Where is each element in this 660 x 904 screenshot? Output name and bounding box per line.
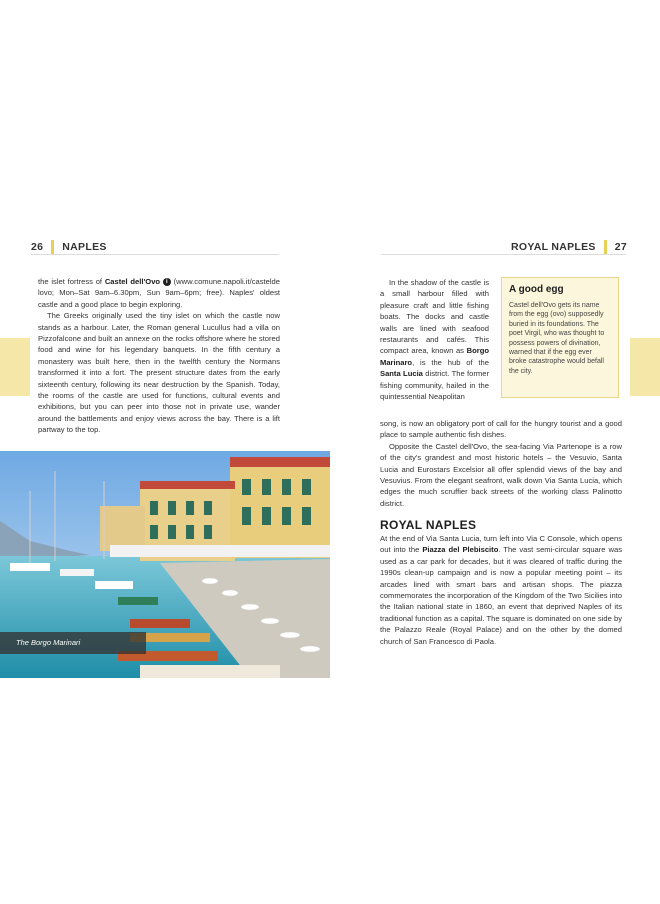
left-head-rule [31,254,279,255]
paragraph: At the end of Via Santa Lucia, turn left into Via C Console, which opens out into the Piazza del Plebiscito. The vast semi-circular square was used as a car park for decades, but it was cleared of traffic during the 1990s clean-up campaign and is now a popular meeting point – its arcades lined with smart bars and artisan shops. The piazza commemorates the incorporation of the Kingdom of the Two Sicilies into the Italian national state in 1860, an event that deprived Naples of its traditional function as a capital. The square is dominated on one side by the Palazzo Reale (Royal Palace) and on the other by the domed church of San Francesco di Paola. [380,534,623,646]
paragraph: song, is now an obligatory port of call for the hungry tourist and a good place to sample authentic fish dishes. [380,419,622,440]
left-body-text [38,276,280,436]
royal-naples-text [380,533,622,647]
thumb-tab-left [0,338,30,396]
right-head-rule [381,254,626,255]
a-good-egg-box [501,277,619,398]
left-running-head [31,240,107,254]
thumb-tab-right [630,338,660,396]
box-title: A good egg [509,284,564,295]
left-running-title: NAPLES [62,241,107,253]
head-accent-bar [51,240,54,254]
section-heading-royal-naples: ROYAL NAPLES [380,518,477,532]
right-page-number: 27 [614,241,627,253]
head-accent-bar [604,240,607,254]
paragraph: In the shadow of the castle is a small harbour filled with pleasure craft and little fishing boats. The docks and castle walls are lined with seafood restaurants and cafés. This compact area, known as Borgo Marinaro, is the hub of the Santa Lucia district. The former fishing community, hailed in the quintessential Neapolitan [380,278,489,402]
photo-caption: The Borgo Marinari [0,632,146,654]
right-narrow-text [380,277,489,402]
right-running-head [511,240,627,254]
right-full-text [380,418,622,509]
box-text: Castel dell'Ovo gets its name from the egg (ovo) supposedly buried in its foundations. The poet Virgil, who was thought to possess powers of divination, warned that if the egg ever broke catastrophe would befall the city. [509,302,605,375]
paragraph: the islet fortress of Castel dell'Ovo i (www.comune.napoli.it/castelde lovo; Mon–Sat 9am–6.30pm, Sun 9am–6pm; free). Naples' oldest castle and a good place to begin exploring. [38,277,280,309]
paragraph: The Greeks originally used the tiny islet on which the castle now stands as a harbour. Later, the Roman general Lucullus had a villa on Pizzofalcone and built an annexe on the rocks offshore where he stored food and wine for his legendary banquets. In the fifth century a monastery was built here, then in the twelfth century the Normans transformed it into a fort. The present structure dates from the early sixteenth century, following its near destruction by the Spanish. Today, the rooms of the castle are used for functions, cultural events and exhibitions, but you can peer into those not in private use, wander around the battlements and enjoy views across the bay. There is a lift partway to the top. [38,311,280,435]
paragraph: Opposite the Castel dell'Ovo, the sea-facing Via Partenope is a row of the city's grandest and most historic hotels – the Vesuvio, Santa Lucia and Eurostars Excelsior all offer splendid views of the bay and Vesuvius. From the elegant seafront, walk down Via Santa Lucia, which edges the much scruffier back streets of the working class Palinotto district. [380,441,622,508]
left-page-number: 26 [31,241,44,253]
right-running-title: ROYAL NAPLES [511,241,596,253]
info-icon: i [163,278,171,286]
